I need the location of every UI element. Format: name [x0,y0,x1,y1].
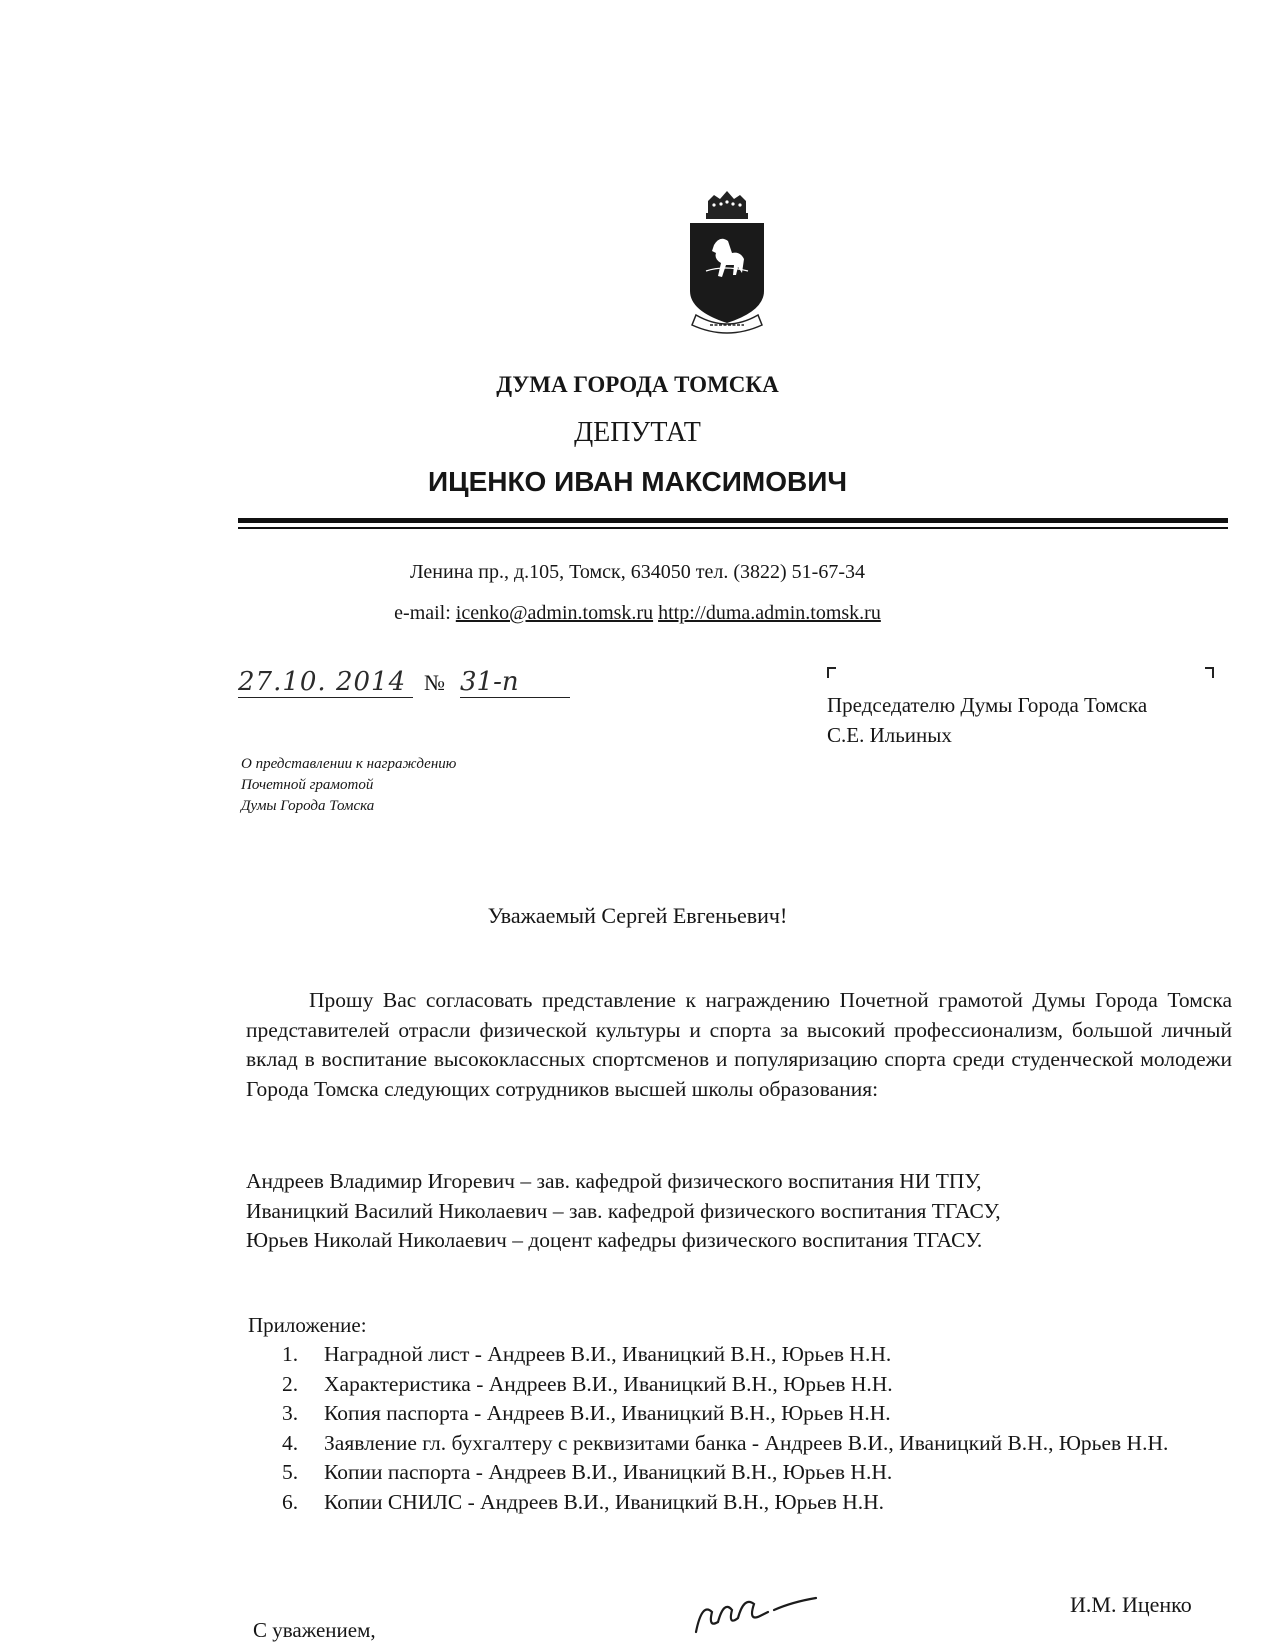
email-link[interactable]: icenko@admin.tomsk.ru [455,602,654,624]
staff-item: Иваницкий Василий Николаевич – зав. кафедрой физического воспитания ТГАСУ, [246,1198,1001,1223]
signer-name: И.М. Иценко [1070,1592,1192,1617]
organization-title: ДУМА ГОРОДА ТОМСКА [496,372,779,397]
email-label: e-mail: [394,602,451,624]
list-item [282,1370,1232,1400]
list-item-number: 5. [282,1460,299,1484]
subject-line: Думы Города Томска [241,798,375,814]
salutation: Уважаемый Сергей Евгеньевич! [487,903,788,928]
tomsk-coat-of-arms-icon [684,183,770,341]
letterhead-rule-thick [238,518,1228,523]
handwritten-signature-icon [688,1582,828,1642]
deputy-name: ИЦЕНКО ИВАН МАКСИМОВИЧ [427,466,848,497]
list-item-text: Наградной лист - Андреев В.И., Иваницкий В.Н., Юрьев Н.Н. [324,1342,892,1366]
list-item [282,1458,1232,1488]
staff-list [246,1167,1001,1256]
list-item-number: 6. [282,1489,299,1514]
address-line: Ленина пр., д.105, Томск, 634050 тел. (3822) 51-67-34 [410,561,865,583]
list-item-number: 3. [282,1401,299,1425]
list-item [282,1429,1232,1459]
subject-line: Почетной грамотой [241,777,374,793]
list-item [282,1340,1232,1370]
list-item-text: Копии СНИЛС - Андреев В.И., Иваницкий В.Н., Юрьев Н.Н. [324,1489,885,1514]
address-corner-right [1205,667,1214,678]
list-item-number: 2. [282,1371,299,1396]
letterhead-rule-thin [238,527,1228,529]
address-corner-left [827,667,836,678]
list-item [282,1399,1232,1429]
registration-number-label: № [424,670,445,695]
recipient-block [827,690,1147,750]
contact-line [0,602,1275,625]
list-item-text: Копия паспорта - Андреев В.И., Иваницкий В.Н., Юрьев Н.Н. [324,1401,891,1425]
staff-item: Андреев Владимир Игоревич – зав. кафедрой физического воспитания НИ ТПУ, [246,1169,982,1193]
list-item-text: Заявление гл. бухгалтеру с реквизитами банка - Андреев В.И., Иваницкий В.Н., Юрьев Н.Н. [324,1430,1169,1455]
registration-date: 27.10. 2014 [238,667,413,698]
body-paragraph: Прошу Вас согласовать представление к награждению Почетной грамотой Думы Города Томска представителей отрасли физической культуры и спорта за высокий профессионализм, большой личный вклад в воспитание высококлассных спортсменов и популяризацию спорта среди студенческой молодежи Города Томска следующих сотрудников высшей школы образования: [246,988,1232,1101]
list-item-text: Характеристика - Андреев В.И., Иваницкий В.Н., Юрьев Н.Н. [324,1371,893,1396]
website-link[interactable]: http://duma.admin.tomsk.ru [658,602,881,624]
subject-line: О представлении к награждению [241,756,457,772]
attachments-title: Приложение: [248,1313,367,1337]
registration-number: 31-п [460,667,570,698]
staff-item: Юрьев Николай Николаевич – доцент кафедры физического воспитания ТГАСУ. [246,1228,983,1252]
list-item-text: Копии паспорта - Андреев В.И., Иваницкий В.Н., Юрьев Н.Н. [324,1460,893,1484]
list-item [282,1488,1232,1518]
closing-phrase: С уважением, [253,1618,376,1642]
recipient-name: С.Е. Ильиных [827,723,952,747]
position-title: ДЕПУТАТ [574,417,701,448]
list-item-number: 1. [282,1342,299,1366]
attachments-list [282,1340,1232,1517]
recipient-title: Председателю Думы Города Томска [827,693,1148,717]
list-item-number: 4. [282,1430,299,1455]
subject-block [241,754,456,817]
